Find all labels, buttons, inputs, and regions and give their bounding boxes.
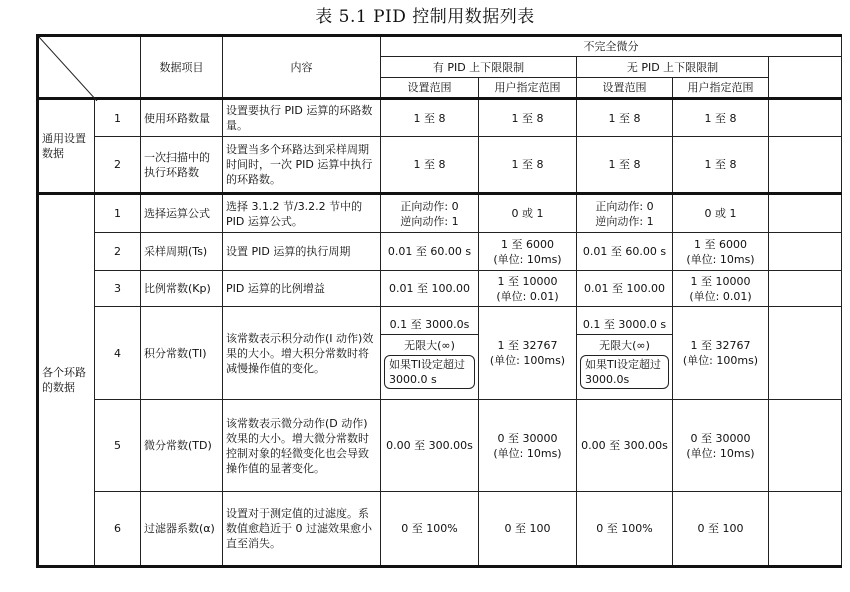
row-cell: 1 至 8 bbox=[577, 137, 673, 194]
row-no: 2 bbox=[95, 137, 141, 194]
row-content: 选择 3.1.2 节/3.2.2 节中的 PID 运算公式。 bbox=[223, 194, 381, 233]
pid-data-table bbox=[36, 34, 842, 568]
row-cell: 0 至 100 bbox=[673, 492, 769, 567]
row-cell: 1 至 8 bbox=[381, 137, 479, 194]
row-cell: 正向动作: 0 逆向动作: 1 bbox=[577, 194, 673, 233]
row-content: 设置 PID 运算的执行周期 bbox=[223, 233, 381, 271]
row-no: 5 bbox=[95, 400, 141, 492]
group-common: 通用设置数据 bbox=[38, 99, 95, 194]
row-cell: 0.00 至 300.00s bbox=[577, 400, 673, 492]
row-no: 2 bbox=[95, 233, 141, 271]
row-cell: 1 至 32767 (单位: 100ms) bbox=[479, 307, 577, 400]
header-data-item: 数据项目 bbox=[141, 36, 223, 99]
row-cell: 0.1 至 3000.0 s 无限大(∞) 如果TI设定超过3000.0s bbox=[577, 307, 673, 400]
row-cell: 1 至 10000 (单位: 0.01) bbox=[479, 271, 577, 307]
row-cell: 0 至 30000 (单位: 10ms) bbox=[479, 400, 577, 492]
row-cell: 0.1 至 3000.0s 无限大(∞) 如果TI设定超过3000.0 s bbox=[381, 307, 479, 400]
row-extra bbox=[769, 99, 842, 137]
header-user-range-2: 用户指定范围 bbox=[673, 78, 769, 99]
header-without-limit: 无 PID 上下限限制 bbox=[577, 57, 769, 78]
row-no: 1 bbox=[95, 194, 141, 233]
header-extra bbox=[769, 57, 842, 99]
row-cell: 1 至 8 bbox=[673, 137, 769, 194]
row-cell: 1 至 32767 (单位: 100ms) bbox=[673, 307, 769, 400]
row-extra bbox=[769, 400, 842, 492]
row-cell: 1 至 10000 (单位: 0.01) bbox=[673, 271, 769, 307]
row-cell: 0 或 1 bbox=[673, 194, 769, 233]
row-extra bbox=[769, 233, 842, 271]
row-cell: 0.01 至 100.00 bbox=[381, 271, 479, 307]
row-cell: 0 至 30000 (单位: 10ms) bbox=[673, 400, 769, 492]
row-extra bbox=[769, 137, 842, 194]
row-item: 比例常数(Kp) bbox=[141, 271, 223, 307]
row-cell: 1 至 8 bbox=[381, 99, 479, 137]
row-content: 设置当多个环路达到采样周期时间时，一次 PID 运算中执行的环路数。 bbox=[223, 137, 381, 194]
row-extra bbox=[769, 271, 842, 307]
row-cell: 0.01 至 60.00 s bbox=[381, 233, 479, 271]
row-cell: 1 至 8 bbox=[577, 99, 673, 137]
row-extra bbox=[769, 492, 842, 567]
row-cell: 1 至 6000 (单位: 10ms) bbox=[673, 233, 769, 271]
row-cell: 0.01 至 100.00 bbox=[577, 271, 673, 307]
header-set-range-1: 设置范围 bbox=[381, 78, 479, 99]
header-content: 内容 bbox=[223, 36, 381, 99]
row-cell: 正向动作: 0 逆向动作: 1 bbox=[381, 194, 479, 233]
note-bracket: 如果TI设定超过3000.0 s bbox=[384, 355, 475, 389]
row-item: 采样周期(Ts) bbox=[141, 233, 223, 271]
header-user-range-1: 用户指定范围 bbox=[479, 78, 577, 99]
group-each: 各个环路的数据 bbox=[38, 194, 95, 567]
row-extra bbox=[769, 307, 842, 400]
row-item: 一次扫描中的执行环路数 bbox=[141, 137, 223, 194]
row-cell: 1 至 8 bbox=[479, 137, 577, 194]
row-cell: 1 至 8 bbox=[673, 99, 769, 137]
note-bracket: 如果TI设定超过3000.0s bbox=[580, 355, 669, 389]
row-item: 微分常数(TD) bbox=[141, 400, 223, 492]
row-extra bbox=[769, 194, 842, 233]
row-cell: 0.01 至 60.00 s bbox=[577, 233, 673, 271]
row-no: 6 bbox=[95, 492, 141, 567]
header-set-range-2: 设置范围 bbox=[577, 78, 673, 99]
row-no: 4 bbox=[95, 307, 141, 400]
header-diagonal-cell bbox=[38, 36, 141, 99]
row-content: 设置对于测定值的过滤度。系数值愈趋近于 0 过滤效果愈小直至消失。 bbox=[223, 492, 381, 567]
row-cell: 0 至 100% bbox=[577, 492, 673, 567]
row-cell: 0 至 100% bbox=[381, 492, 479, 567]
row-content: PID 运算的比例增益 bbox=[223, 271, 381, 307]
table-title: 表 5.1 PID 控制用数据列表 bbox=[315, 7, 535, 27]
row-item: 选择运算公式 bbox=[141, 194, 223, 233]
diagonal-line-icon bbox=[39, 37, 142, 101]
row-cell: 0 或 1 bbox=[479, 194, 577, 233]
row-cell: 1 至 8 bbox=[479, 99, 577, 137]
row-item: 积分常数(TI) bbox=[141, 307, 223, 400]
row-item: 过滤器系数(α) bbox=[141, 492, 223, 567]
row-cell: 0.00 至 300.00s bbox=[381, 400, 479, 492]
header-with-limit: 有 PID 上下限限制 bbox=[381, 57, 577, 78]
row-no: 3 bbox=[95, 271, 141, 307]
row-content: 该常数表示积分动作(I 动作)效果的大小。增大积分常数时将减慢操作值的变化。 bbox=[223, 307, 381, 400]
header-incomplete-diff: 不完全微分 bbox=[381, 36, 842, 57]
row-content: 设置要执行 PID 运算的环路数量。 bbox=[223, 99, 381, 137]
row-content: 该常数表示微分动作(D 动作)效果的大小。增大微分常数时控制对象的轻微变化也会导致操作值的显著变化。 bbox=[223, 400, 381, 492]
row-cell: 0 至 100 bbox=[479, 492, 577, 567]
row-cell: 1 至 6000 (单位: 10ms) bbox=[479, 233, 577, 271]
row-item: 使用环路数量 bbox=[141, 99, 223, 137]
row-no: 1 bbox=[95, 99, 141, 137]
